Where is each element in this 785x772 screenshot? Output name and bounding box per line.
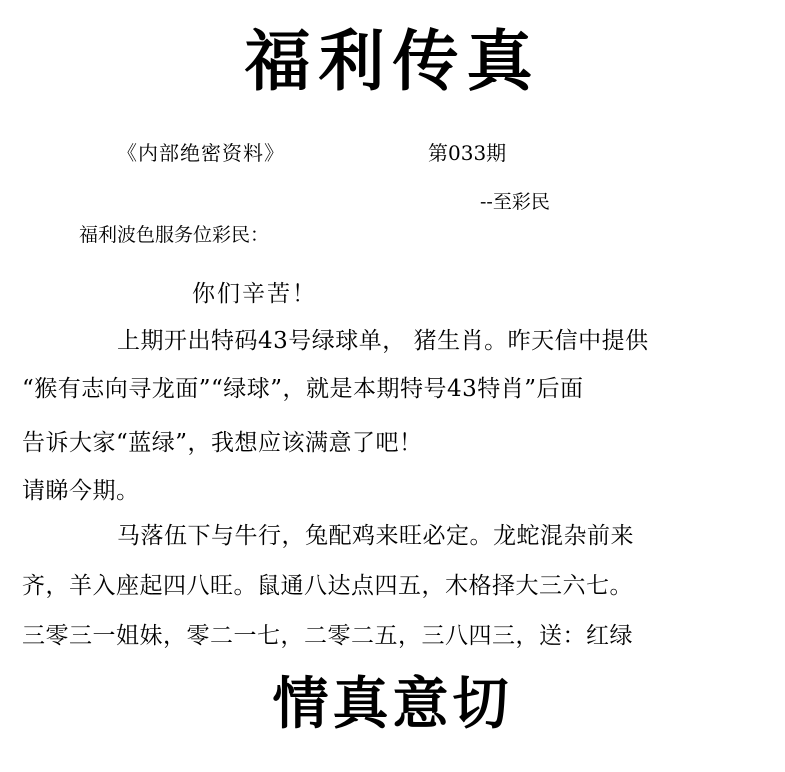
body-line-1: 上期开出特码43号绿球单， 猪生肖。昨天信中提供 [117, 328, 649, 354]
body-line-2: “猴有志向寻龙面”“绿球”，就是本期特号43特肖”后面 [22, 376, 584, 402]
document-title: 福利传真 [244, 22, 541, 100]
body-line-7: 三零三一姐妹，零二一七，二零二五，三八四三，送：红绿 [22, 623, 633, 649]
body-line-6: 齐，羊入座起四八旺。鼠通八达点四五，木格择大三六七。 [22, 573, 633, 599]
salutation: 福利波色服务位彩民： [79, 224, 270, 246]
issue-number: 第033期 [428, 141, 507, 165]
body-line-5: 马落伍下与牛行，兔配鸡来旺必定。龙蛇混杂前来 [117, 523, 634, 549]
body-line-4: 请睇今期。 [22, 478, 140, 504]
signature: --至彩民 [480, 191, 550, 213]
closing-phrase: 情真意切 [272, 671, 513, 737]
greeting: 你们辛苦！ [192, 281, 317, 307]
body-line-3: 告诉大家“蓝绿”，我想应该满意了吧！ [22, 430, 423, 456]
source-label: 《内部绝密资料》 [117, 141, 285, 165]
